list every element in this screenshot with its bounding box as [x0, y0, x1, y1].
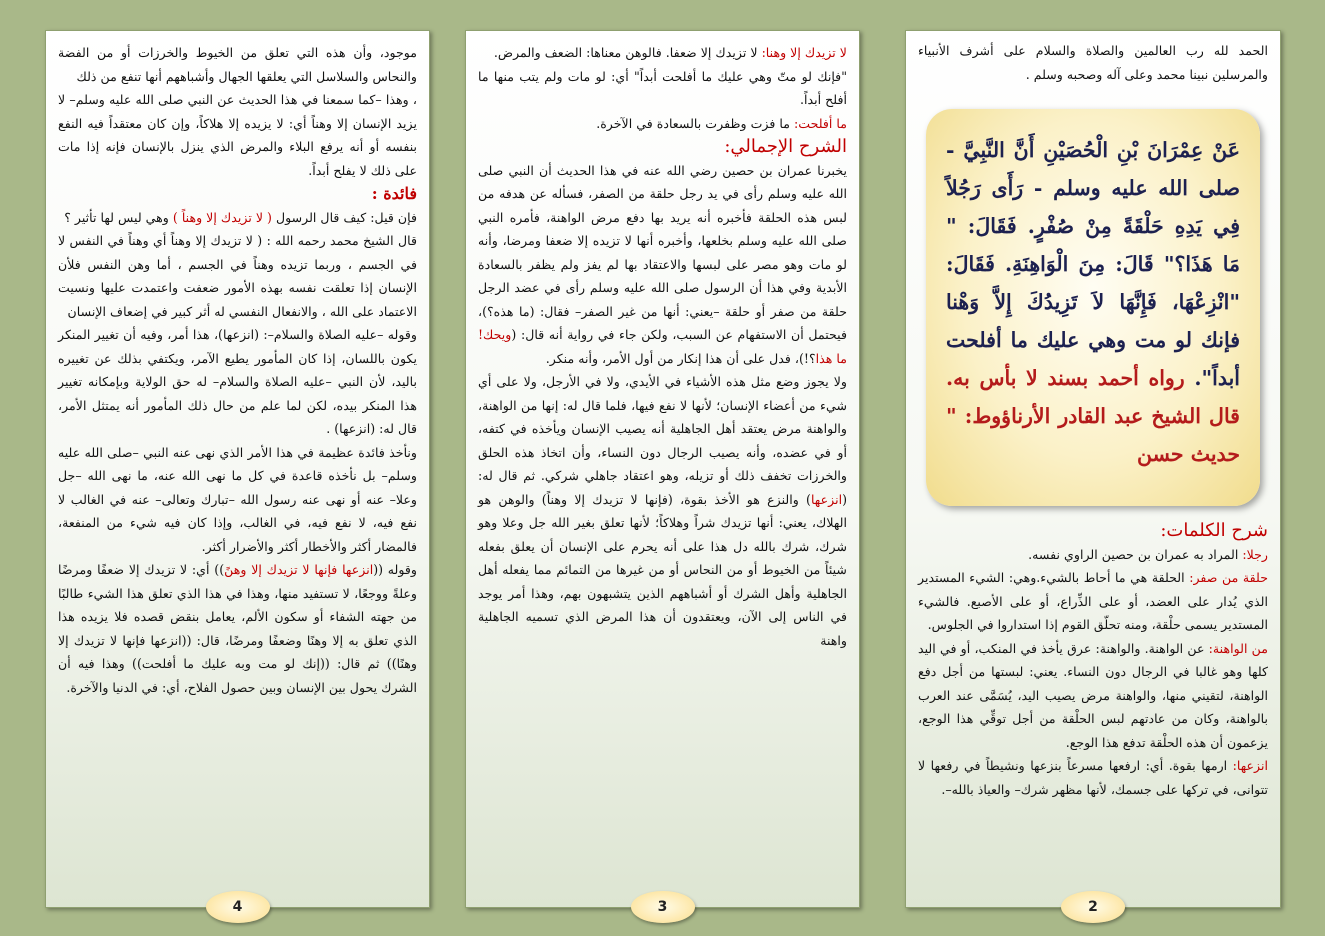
page-4 [45, 30, 430, 915]
faida-title: فائدة : [371, 184, 417, 203]
definition-aflaht-text: ما فزت وظفرت بالسعادة في الآخرة. [596, 115, 794, 131]
page-3 [465, 30, 860, 915]
page3-paragraph-1-text: يخبرنا عمران بن حصين رضي الله عنه في هذا الحديث أن النبي صلى الله عليه وسلم رأى في يد رجل حلقة من الصفر، فسأله عن هدفه من لبس هذه الحلقة فأخبره أنه يريد بها دفع مرض الواهنة، فأمره النبي صلى الله عليه وسلم بخلعها، وأخبره أنها لا تزيده إلا ضعفا ومرضا، وأنه لو مات وهو مصر على لبسها والاعتقاد بها لم يفز ولم يظفر بالسعادة الأبدية وفي هذا أن الرسول صلى الله عليه وسلم رأى في عضد الرجل حلقة من صفر أو حلقة –يعني: أنها من غير الصفر– فقال: (ما هذه؟)، فيحتمل أن الاستفهام عن السبب، ولكن جاء في رواية أنه قال: ( [478, 162, 847, 342]
page3-paragraph-1-end: ؟!)، فدل على أن هذا إنكار من أول الأمر، وأنه منكر. [545, 350, 816, 366]
hadith-source: رواه أحمد بسند لا بأس به. قال الشيخ عبد القادر الأرناؤوط: " حديث حسن [946, 366, 1240, 466]
definition-wahn-text: لا تزيدك إلا ضعفا. فالوهن معناها: الضعف والمرض. [493, 45, 762, 60]
words-title: شرح الكلمات: [1160, 520, 1268, 541]
page4-paragraph-2: ، وهذا –كما سمعنا في هذا الحديث عن النبي صلى الله عليه وسلم– لا يزيد الإنسان إلا وهناً أي: لا يزيده إلا هلاكاً، وإن كان معتقداً فيه النفع بنفسه أو أنه يرفع البلاء والمرض الذي ينزل بالإنسان فإنه إذا مات على ذلك لا يفلح أبداً. [58, 92, 417, 178]
word-term: من الواهنة: [1208, 640, 1268, 656]
word-definition [918, 754, 1268, 801]
page-2-intro [918, 39, 1268, 86]
word-text: الحلقة هي ما أحاط بالشيء.وهي: الشيء المستدير الذي يُدار على العضد، أو على الذِّراع، أو على الأصبع. فالشيء المستدير يسمى حلْقة، ومنه تحلّق القوم إذا استداروا في الجلوس. [918, 570, 1268, 632]
page4-paragraph-1: موجود، وأن هذه التي تعلق من الخيوط والخرزات أو من الفضة والنحاس والسلاسل التي يعلقها الجهال وأشباههم أنها تنفع من ذلك [58, 45, 417, 84]
word-term: انزعها: [1232, 758, 1268, 773]
page3-paragraph-2-end: ) والنزع هو الأخذ بقوة، (فإنها لا تزيدك إلا وهناً) والوهن هو الهلاك، يعني: أنها تزيدك شراً وهلاكاً؛ لأنها تعلق بغير الله جل وعلا وهو شرك، شرك بالله دل هذا على أنه يحرم على الإنسان أن يعلق بفعله شيئاً من الخيوط أو من النحاس أو من غيرها من التمائم مما يفعله أهل الجاهلية وأهل الشرك أو أشباههم الذين يتشبهون بهم، وهذا أمر يوجد في الناس إلى الآن، ويعتقدون أن هذا المرض الذي تسميه الجاهلية واهنة [478, 491, 847, 648]
word-text: ارمها بقوة. أي: ارفعها مسرعاً بنزعها ونشيطاً في رفعها لا تتوانى، في تركها على جسمك، لأنها مظهر شرك– والعياذ بالله–. [918, 758, 1268, 797]
page4-last-quote: انزعها فإنها لا تزيدك إلا وهنً [224, 562, 374, 577]
page-number-4: 4 [206, 891, 270, 923]
word-term: حلقة من صفر: [1189, 570, 1268, 585]
section-title-general-explanation: الشرح الإجمالي: [724, 136, 847, 157]
word-definition [918, 566, 1268, 637]
hadith-text [946, 131, 1240, 473]
hadith-box [926, 109, 1260, 506]
page4-last-start: وقوله (( [373, 562, 417, 577]
page3-paragraph-1 [478, 159, 847, 371]
hadith-main: عَنْ عِمْرَانَ بْنِ الْحُصَيْنِ أَنَّ النَّبِيَّ - صلى الله عليه وسلم - رَأَى رَجُلاً فِي يَدِهِ حَلْقَةً مِنْ صُفْرٍ. فَقَالَ: " مَا هَذَا؟" قَالَ: مِنَ الْوَاهِنَةِ. فَقَالَ: "انْزِعْهَا، فَإِنَّهَا لاَ تَزِيدُكَ إِلاَّ وَهْنا فإنك لو مت وهي عليك ما أفلحت أبداً". [946, 138, 1240, 390]
definition-wahn-term: لا تزيدك إلا وهنا: [761, 45, 847, 60]
page-number-3: 3 [631, 891, 695, 923]
page3-paragraph-1-quote: ويحك! ما هذا [478, 327, 847, 366]
page-3-text [478, 41, 847, 652]
hadith-quote: "فإنك لو متّ وهي عليك ما أفلحت أبداً" أي: لو مات ولم يتب منها ما أفلح أبداً. [478, 68, 847, 107]
word-definition [918, 637, 1268, 755]
word-explanations [918, 519, 1268, 801]
page-4-text [58, 41, 417, 699]
page-2 [905, 30, 1281, 915]
intro-text: الحمد لله رب العالمين والصلاة والسلام على أشرف الأنبياء والمرسلين نبينا محمد وعلى آله وصحبه وسلم . [918, 43, 1268, 82]
word-text: عن الواهنة. والواهنة: عرق يأخذ في المنكب، أو في اليد كلها وهو غالبا في الرجال دون النساء. يعني: لبستها من أجل دفع الواهنة، لتقيني منها، والواهنة مرض يصيب اليد، يُسَمَّى عند العرب بالواهنة، وكان من عادتهم لبس الحلْقة من أجل توقِّي هذا الوجع، يزعمون أن هذه الحلْقة تدفع هذا الوجع. [918, 640, 1268, 750]
page3-paragraph-2-quote: انزعها [810, 491, 843, 507]
faida-question-end: وهي ليس لها تأثير ؟ [64, 209, 173, 225]
page4-last-end: )) أي: لا تزيدك إلا ضعفًا ومرضًا وعلةً ووجعًا، لا تستفيد منها، وهذا في هذا الذي تعلق هذا الشيء طالبًا من جهته الشفاء أو سكون الألم، يعامل بنقض قصده فلا يزيده هذا الذي تعلق به إلا وهنًا وضعفًا ومرضًا، قال: ((انزعها فإنها لا تزيدك إلا وهنًا)) ثم قال: ((إنك لو مت وبه عليك ما أفلحت)) وهذا فيه أن الشرك يحول بين الإنسان وبين حصول الفلاح، أي: في الدنيا والآخرة. [58, 562, 417, 695]
word-term: رجلا: [1242, 546, 1268, 562]
page4-paragraph-3: قال الشيخ محمد رحمه الله : ( لا تزيدك إلا وهناً أي وهناً في النفس لا في الجسم ، وربما تزيده وهناً في الجسم ، أما وهن النفس فلأن الإنسان إذا تعلقت نفسه بهذه الأمور ضعفت واعتمدت عليها ونسيت الاعتماد على الله ، والانفعال النفسي له أثر كبير في إضعاف الإنسان [58, 233, 417, 319]
page3-paragraph-2 [478, 370, 847, 652]
word-definition [918, 543, 1268, 567]
definition-aflaht-term: ما أفلحت: [793, 115, 847, 131]
page4-paragraph-6 [58, 558, 417, 699]
faida-question [58, 206, 417, 230]
page-number-2: 2 [1061, 891, 1125, 923]
faida-question-start: فإن قيل: كيف قال الرسول [271, 209, 417, 225]
page4-paragraph-4: وقوله –عليه الصلاة والسلام–: (انزعها)، هذا أمر، وفيه أن تغيير المنكر يكون باللسان، إذا كان المأمور يطيع الآمر، ويكتفي بذلك عن تغييره باليد، لأن النبي –عليه الصلاة والسلام– له حق الولاية وبإمكانه تغيير هذا المنكر بيده، لكن لما علم من حال ذلك المأمور أنه يمتثل الأمر، قال له: (انزعها) . [58, 327, 417, 436]
faida-question-quote: ( لا تزيدك إلا وهناً ) [172, 209, 272, 225]
definition-wahn [478, 41, 847, 65]
page3-paragraph-2-text: ولا يجوز وضع مثل هذه الأشياء في الأيدي، ولا في الأرجل، ولا على أي شيء من أعضاء الإنسان؛ لأنها لا نفع فيها، فلما قال له: إنها من الواهنة، والواهنة مرض يعتقد أهل الجاهلية أنه يصيب الإنسان ويأخذه في كتفه، أو في عضده، وأنه يصيب الرجال دون النساء، وأن اتخاذ هذه الحلق والخرزات تخفف ذلك أو تزيله، وهو اعتقاد جاهلي شركي. ثم قال له: ( [478, 374, 847, 507]
page4-paragraph-5: ونأخذ فائدة عظيمة في هذا الأمر الذي نهى عنه النبي –صلى الله عليه وسلم– بل نأخذه قاعدة في كل ما نهى الله عنه، ما نهى الله –جل وعلا– عنه أو نهى عنه رسول الله –تبارك وتعالى– عنه في الغالب لا نفع فيه، لا نفع فيه، في الغالب، وإذا كان فيه شيء من المنفعة، فالمضار أكثر والأخطار أكثر والأضرار أكثر. [58, 444, 417, 554]
word-text: المراد به عمران بن حصين الراوي نفسه. [1028, 546, 1243, 562]
definition-aflaht [478, 112, 847, 136]
